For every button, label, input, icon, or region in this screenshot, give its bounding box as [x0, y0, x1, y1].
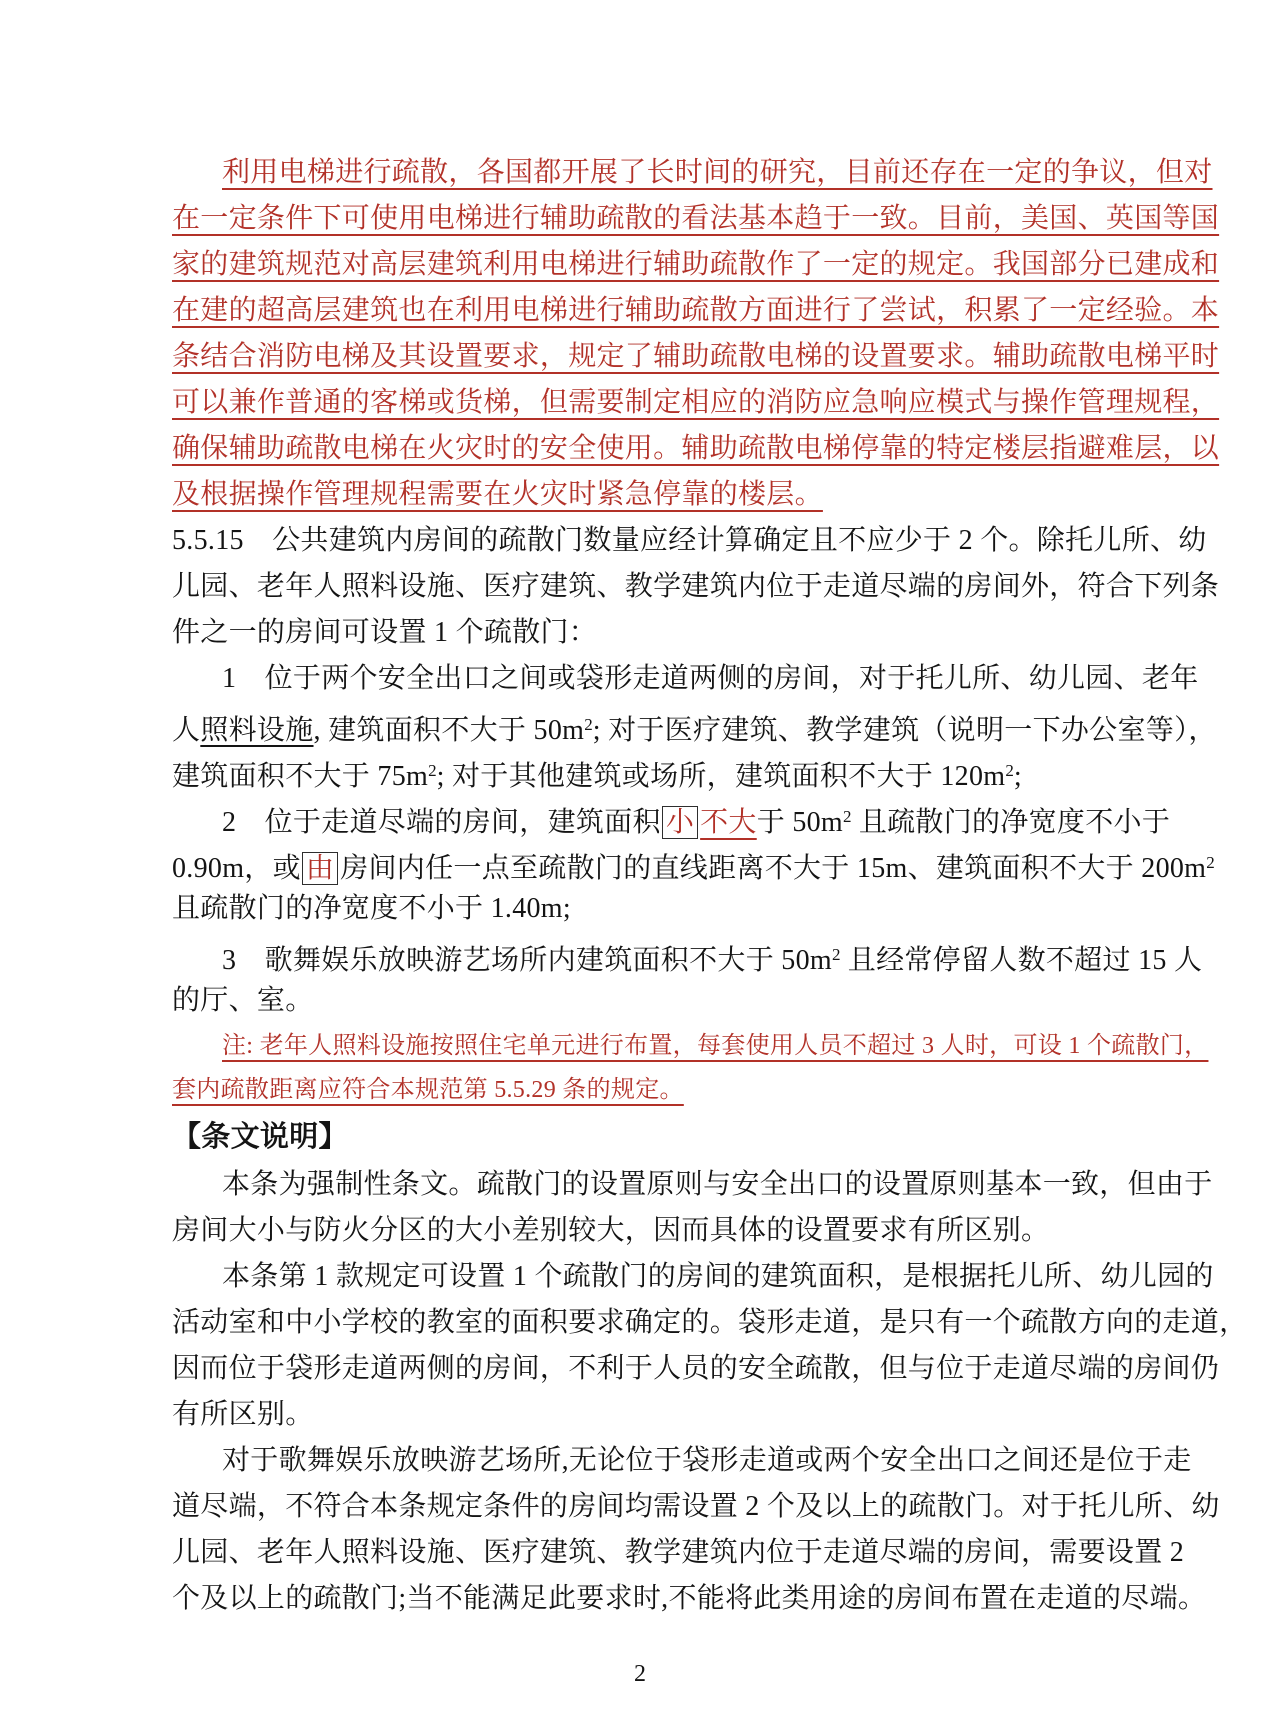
text-segment: 且经常停留人数不超过 15 人 [840, 945, 1203, 976]
text-line [172, 518, 1207, 564]
commentary-para-2 [172, 1254, 1248, 1438]
document-content [172, 150, 1248, 1622]
text-line [172, 242, 1220, 288]
text-segment: 活动室和中小学校的教室的面积要求确定的。袋形走道，是只有一个疏散方向的走道， [172, 1307, 1248, 1338]
text-line [172, 886, 1117, 932]
text-segment: 因而位于袋形走道两侧的房间，不利于人员的安全疏散，但与位于走道尽端的房间仍 [172, 1353, 1220, 1384]
clause-item-1 [172, 656, 1217, 794]
text-segment: 在建的超高层建筑也在利用电梯进行辅助疏散方面进行了尝试，积累了一定经验。本 [172, 295, 1220, 326]
clause-item-2 [172, 794, 1215, 932]
text-segment: 建筑面积不大于 75m [172, 761, 429, 792]
text-segment: 确保辅助疏散电梯在火灾时的安全使用。辅助疏散电梯停靠的特定楼层指避难层，以 [172, 433, 1220, 464]
text-line [172, 1576, 1207, 1622]
text-line [172, 1530, 1185, 1576]
text-segment: ; 对于医疗建筑、教学建筑（说明一下办公室等）， [592, 715, 1217, 746]
text-segment: 儿园、老年人照料设施、医疗建筑、教学建筑内位于走道尽端的房间外，符合下列条 [172, 571, 1220, 602]
text-segment: 本条第 1 款规定可设置 1 个疏散门的房间的建筑面积，是根据托儿所、幼儿园的 [222, 1261, 1214, 1292]
text-line [172, 1346, 1220, 1392]
text-line [172, 1438, 1192, 1484]
text-segment: 人 [172, 715, 201, 746]
text-segment: 的厅、室。 [172, 985, 314, 1016]
text-segment: 5.5.15 公共建筑内房间的疏散门数量应经计算确定且不应少于 2 个。除托儿所、幼 [172, 525, 1207, 556]
text-segment: 儿园、老年人照料设施、医疗建筑、教学建筑内位于走道尽端的房间，需要设置 2 [172, 1537, 1185, 1568]
text-segment: 房间内任一点至疏散门的直线距离不大于 15m、建筑面积不大于 200m [340, 853, 1207, 884]
text-line [172, 932, 1203, 978]
page-number: 2 [634, 1661, 646, 1687]
text-line [172, 150, 1213, 196]
text-segment: 不大 [700, 807, 757, 838]
text-segment: 2 [428, 761, 437, 780]
text-line [172, 610, 1117, 656]
text-line [172, 1208, 1117, 1254]
text-segment: 房间大小与防火分区的大小差别较大，因而具体的设置要求有所区别。 [172, 1215, 1050, 1246]
clause-note [172, 1024, 1209, 1112]
text-line [172, 288, 1220, 334]
text-line [172, 978, 1117, 1024]
text-line [172, 1024, 1209, 1068]
text-segment: 且疏散门的净宽度不小于 [851, 807, 1171, 838]
text-segment: 0.90m，或 [172, 853, 301, 884]
text-line [172, 1392, 1117, 1438]
text-segment: 套内疏散距离应符合本规范第 5.5.29 条的规定。 [172, 1077, 684, 1103]
text-line [172, 794, 1171, 840]
text-segment: 照料设施 [200, 715, 314, 746]
text-line [172, 564, 1220, 610]
text-segment: , 建筑面积不大于 50m [313, 715, 585, 746]
text-segment: 家的建筑规范对高层建筑利用电梯进行辅助疏散作了一定的规定。我国部分已建成和 [172, 249, 1220, 280]
text-segment: 于 50m [756, 807, 844, 838]
text-line [172, 1112, 1117, 1162]
text-segment: 1 位于两个安全出口之间或袋形走道两侧的房间，对于托儿所、幼儿园、老年 [222, 663, 1199, 694]
text-segment: 个及以上的疏散门;当不能满足此要求时,不能将此类用途的房间布置在走道的尽端。 [172, 1583, 1207, 1614]
text-segment: 对于歌舞娱乐放映游艺场所,无论位于袋形走道或两个安全出口之间还是位于走 [222, 1445, 1192, 1476]
text-segment: 2 [584, 715, 593, 734]
text-segment: 【条文说明】 [172, 1121, 348, 1153]
text-line [172, 1254, 1214, 1300]
text-segment: 2 [1206, 853, 1215, 872]
text-line [172, 1068, 1117, 1112]
text-line [172, 840, 1215, 886]
text-segment: 可以兼作普通的客梯或货梯，但需要制定相应的消防应急响应模式与操作管理规程， [172, 387, 1220, 418]
text-line [172, 380, 1220, 426]
text-segment: 利用电梯进行疏散，各国都开展了长时间的研究，目前还存在一定的争议，但对 [222, 157, 1213, 188]
text-line [172, 1484, 1220, 1530]
clause-5-5-15 [172, 518, 1220, 656]
clause-item-3 [172, 932, 1203, 1024]
text-segment: 且疏散门的净宽度不小于 1.40m; [172, 893, 571, 924]
text-segment: 2 [1005, 761, 1014, 780]
text-segment: 由 [302, 852, 338, 885]
text-line [172, 1162, 1213, 1208]
text-line [172, 656, 1199, 702]
text-segment: 注: 老年人照料设施按照住宅单元进行布置，每套使用人员不超过 3 人时，可设 1 个疏散门， [222, 1033, 1209, 1059]
text-segment: 条结合消防电梯及其设置要求，规定了辅助疏散电梯的设置要求。辅助疏散电梯平时 [172, 341, 1220, 372]
commentary-para-3 [172, 1438, 1220, 1622]
text-segment: 2 [843, 807, 852, 826]
text-segment: 道尽端，不符合本条规定条件的房间均需设置 2 个及以上的疏散门。对于托儿所、幼 [172, 1491, 1220, 1522]
commentary-para-1 [172, 1162, 1213, 1254]
text-line [172, 472, 1117, 518]
text-segment: 件之一的房间可设置 1 个疏散门： [172, 617, 598, 648]
commentary-heading [172, 1112, 1117, 1162]
text-line [172, 334, 1220, 380]
text-segment: 3 歌舞娱乐放映游艺场所内建筑面积不大于 50m [222, 945, 832, 976]
text-segment: 及根据操作管理规程需要在火灾时紧急停靠的楼层。 [172, 479, 823, 510]
text-segment: 小 [662, 806, 698, 839]
text-line [172, 196, 1220, 242]
text-segment: ; 对于其他建筑或场所，建筑面积不大于 120m [436, 761, 1006, 792]
text-line [172, 702, 1217, 748]
text-line [172, 426, 1220, 472]
text-segment: ; [1013, 761, 1022, 792]
text-segment: 有所区别。 [172, 1399, 314, 1430]
text-segment: 2 [831, 945, 841, 964]
text-line [172, 1300, 1248, 1346]
paragraph-elevator-commentary [172, 150, 1220, 518]
text-segment: 2 位于走道尽端的房间，建筑面积 [222, 807, 661, 838]
text-line [172, 748, 1117, 794]
text-segment: 在一定条件下可使用电梯进行辅助疏散的看法基本趋于一致。目前，美国、英国等国 [172, 203, 1220, 234]
text-segment: 本条为强制性条文。疏散门的设置原则与安全出口的设置原则基本一致，但由于 [222, 1169, 1213, 1200]
